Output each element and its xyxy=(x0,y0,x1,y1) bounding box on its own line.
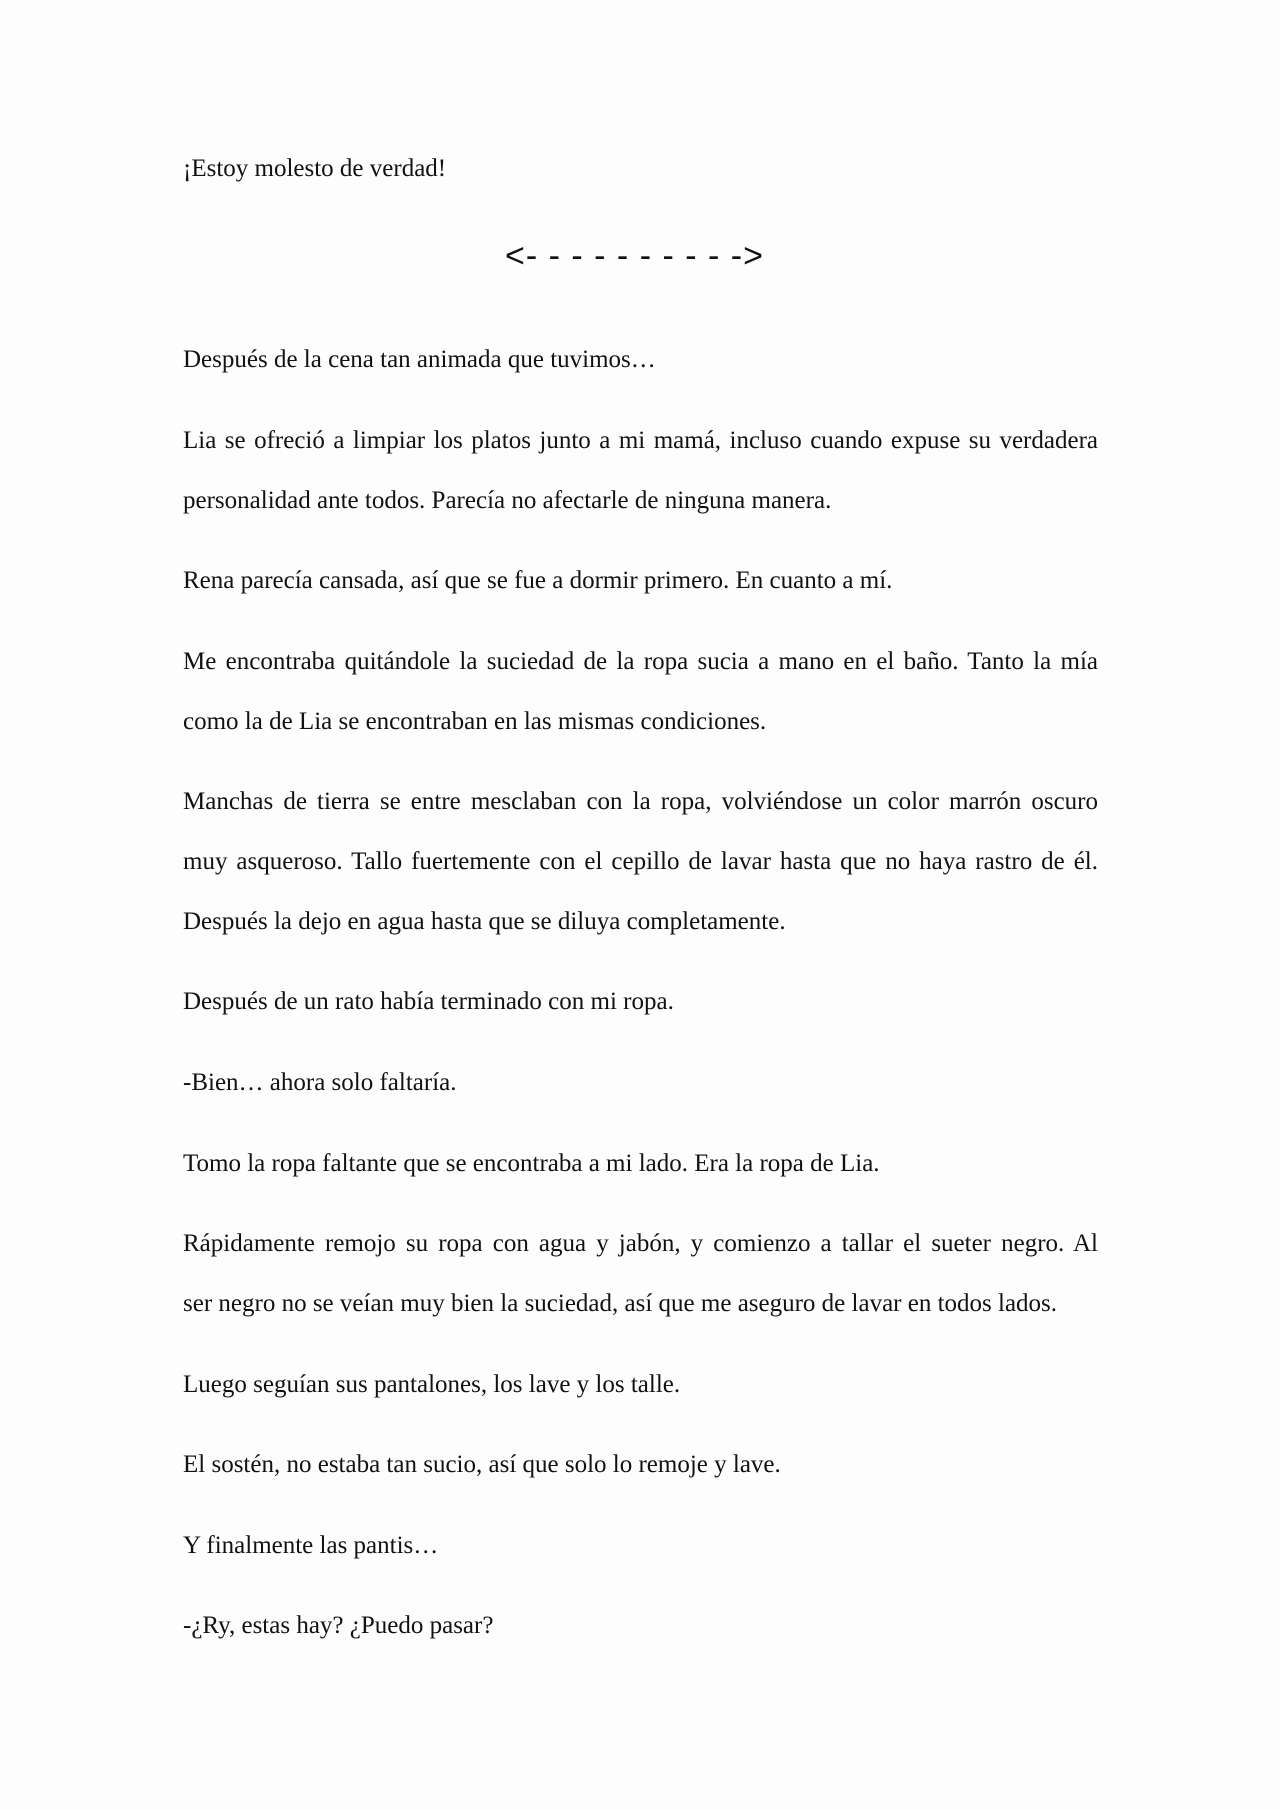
line-finalmente: Y finalmente las pantis… xyxy=(183,1532,439,1559)
line-rapidamente: Rápidamente remojo su ropa con agua y jabón, y comienzo a tallar el sueter negro. Al xyxy=(183,1230,1098,1257)
line-muy-asqueroso: muy asqueroso. Tallo fuertemente con el cepillo de lavar hasta que no haya rastro de él. xyxy=(183,848,1098,875)
line-como-la-de-lia: como la de Lia se encontraban en las mismas condiciones. xyxy=(183,708,767,735)
line-ry-pasar: -¿Ry, estas hay? ¿Puedo pasar? xyxy=(183,1612,494,1639)
line-rena-cansada: Rena parecía cansada, así que se fue a dormir primero. En cuanto a mí. xyxy=(183,567,893,594)
line-despues-cena: Después de la cena tan animada que tuvimos… xyxy=(183,346,656,373)
line-ser-negro: ser negro no se veían muy bien la suciedad, así que me aseguro de lavar en todos lados. xyxy=(183,1290,1058,1317)
scene-separator: <- - - - - - - - - -> xyxy=(505,237,764,275)
line-me-encontraba: Me encontraba quitándole la suciedad de la ropa sucia a mano en el baño. Tanto la mía xyxy=(183,648,1098,675)
line-bien-ahora: -Bien… ahora solo faltaría. xyxy=(183,1069,457,1096)
line-despues-rato: Después de un rato había terminado con mi ropa. xyxy=(183,988,674,1015)
line-personalidad: personalidad ante todos. Parecía no afectarle de ninguna manera. xyxy=(183,487,832,514)
line-tomo-ropa: Tomo la ropa faltante que se encontraba a mi lado. Era la ropa de Lia. xyxy=(183,1150,880,1177)
line-luego-seguian: Luego seguían sus pantalones, los lave y los talle. xyxy=(183,1371,681,1398)
line-estoy-molesto: ¡Estoy molesto de verdad! xyxy=(183,155,447,182)
line-despues-agua: Después la dejo en agua hasta que se diluya completamente. xyxy=(183,908,786,935)
line-lia-ofrecio: Lia se ofreció a limpiar los platos junto a mi mamá, incluso cuando expuse su verdadera xyxy=(183,427,1098,454)
line-manchas-tierra: Manchas de tierra se entre mesclaban con la ropa, volviéndose un color marrón oscuro xyxy=(183,788,1098,815)
line-el-sosten: El sostén, no estaba tan sucio, así que solo lo remoje y lave. xyxy=(183,1451,781,1478)
